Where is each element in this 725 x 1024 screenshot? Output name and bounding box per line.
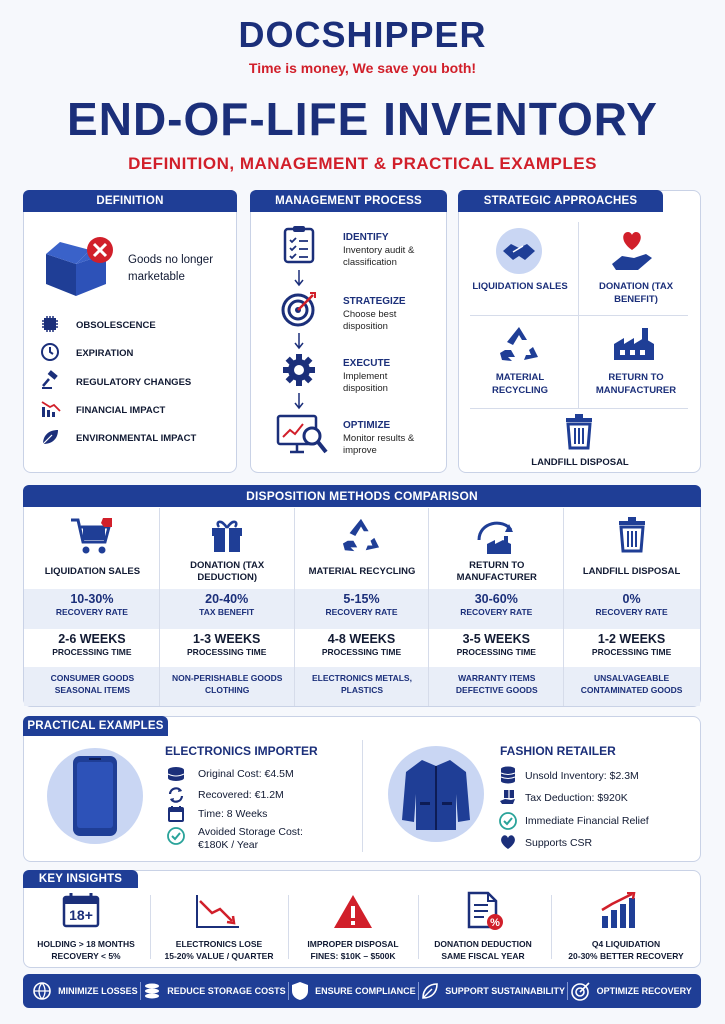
- footer-label: SUPPORT SUSTAINABILITY: [445, 986, 566, 996]
- insight-line1: DONATION DEDUCTION: [434, 939, 532, 949]
- refresh-icon: [167, 786, 185, 804]
- processing-time: [25, 632, 159, 657]
- recovery-rate: [429, 592, 563, 617]
- box-icon: [38, 234, 116, 298]
- footer-item-support-sustainability: [421, 982, 565, 1000]
- trash-icon: [564, 516, 699, 554]
- definition-item: ENVIRONMENTAL IMPACT: [76, 433, 197, 444]
- method-name: RETURN TO MANUFACTURER: [456, 560, 537, 583]
- footer-item-reduce-storage-costs: [143, 982, 285, 1000]
- insight-line1: Q4 LIQUIDATION: [591, 939, 661, 949]
- declining-graph-icon: [194, 893, 242, 931]
- insight-line2: 15-20% VALUE / QUARTER: [164, 951, 274, 961]
- declining-chart-icon: [40, 399, 62, 419]
- clock-icon: [40, 342, 60, 362]
- example-title: ELECTRONICS IMPORTER: [165, 744, 318, 758]
- process-step-title: OPTIMIZE: [343, 420, 391, 431]
- time-value: 1-3 WEEKS: [193, 632, 261, 646]
- time-label: PROCESSING TIME: [52, 647, 132, 657]
- process-step-title: STRATEGIZE: [343, 296, 406, 307]
- footer-item-ensure-compliance: [291, 981, 416, 1001]
- definition-header: DEFINITION: [23, 190, 237, 212]
- divider: [288, 895, 289, 959]
- gift-hand-icon: [499, 788, 517, 806]
- footer-separator: [418, 982, 419, 1000]
- insight-line2: RECOVERY < 5%: [51, 951, 121, 961]
- cart-icon: [25, 516, 159, 556]
- target-icon: [571, 981, 591, 1001]
- process-step-title: EXECUTE: [343, 358, 391, 369]
- footer-label: OPTIMIZE RECOVERY: [596, 986, 692, 996]
- comparison-column: [160, 508, 295, 706]
- recovery-label: TAX BENEFIT: [199, 607, 255, 617]
- process-step-desc: Inventory audit & classification: [343, 245, 415, 268]
- definition-item: EXPIRATION: [76, 348, 134, 359]
- gavel-icon: [40, 370, 60, 390]
- example-item: Time: 8 Weeks: [198, 808, 268, 820]
- footer-item-optimize-recovery: [571, 981, 692, 1001]
- method-name: MATERIAL RECYCLING: [308, 566, 416, 577]
- shield-icon: [291, 981, 309, 1001]
- example-item: Recovered: €1.2M: [198, 789, 284, 801]
- time-value: 3-5 WEEKS: [462, 632, 530, 646]
- globe-icon: [32, 981, 52, 1001]
- divider: [470, 315, 688, 316]
- page-title: END-OF-LIFE INVENTORY: [67, 93, 658, 145]
- footer-bar: [23, 974, 701, 1008]
- typical-goods: NON-PERISHABLE GOODS CLOTHING: [171, 673, 283, 695]
- footer-separator: [140, 982, 141, 1000]
- arrow-down-icon: [294, 270, 304, 288]
- divider: [551, 895, 552, 959]
- time-value: 2-6 WEEKS: [58, 632, 126, 646]
- process-header: MANAGEMENT PROCESS: [250, 190, 447, 212]
- gear-icon: [281, 352, 317, 388]
- footer-item-minimize-losses: [32, 981, 138, 1001]
- brand-logo: [0, 14, 725, 56]
- comparison-column: [295, 508, 430, 706]
- recovery-value: 30-60%: [474, 592, 518, 606]
- leaf-icon: [421, 982, 439, 1000]
- monitor-magnifier-icon: [276, 412, 330, 458]
- example-item: Tax Deduction: $920K: [525, 792, 628, 804]
- footer-separator: [567, 982, 568, 1000]
- chip-icon: [40, 314, 60, 334]
- gift-icon: [160, 516, 294, 554]
- calendar-badge: 18+: [69, 907, 93, 923]
- footer-label: REDUCE STORAGE COSTS: [167, 986, 286, 996]
- definition-item: OBSOLESCENCE: [76, 320, 156, 331]
- arrow-down-icon: [294, 393, 304, 411]
- definition-main-label: Goods no longer marketable: [128, 254, 214, 283]
- coins-icon: [167, 766, 185, 782]
- method-name: LANDFILL DISPOSAL: [582, 566, 681, 577]
- recovery-label: RECOVERY RATE: [595, 607, 668, 617]
- return-factory-icon: [429, 516, 563, 556]
- recovery-rate: [564, 592, 699, 617]
- recovery-rate: [160, 592, 294, 617]
- process-step-desc: Monitor results & improve: [343, 433, 415, 456]
- insight-line1: HOLDING > 18 MONTHS: [37, 939, 135, 949]
- coins-icon: [500, 766, 516, 784]
- time-label: PROCESSING TIME: [321, 647, 402, 657]
- time-label: PROCESSING TIME: [591, 647, 672, 657]
- recovery-label: RECOVERY RATE: [325, 607, 398, 617]
- recovery-value: 5-15%: [343, 592, 380, 606]
- strategic-item-label: LANDFILL DISPOSAL: [531, 457, 629, 468]
- processing-time: [160, 632, 294, 657]
- tagline: Time is money, We save you both!: [248, 60, 477, 76]
- recovery-value: 10-30%: [70, 592, 114, 606]
- process-step-title: IDENTIFY: [343, 232, 389, 243]
- logo-text: DOCSHIPPER: [238, 14, 487, 55]
- process-step-desc: Implement disposition: [343, 371, 388, 394]
- recycle-icon: [295, 516, 429, 554]
- footer-separator: [288, 982, 289, 1000]
- jacket-icon: [386, 744, 486, 844]
- handshake-icon: [494, 226, 544, 276]
- footer-label: ENSURE COMPLIANCE: [315, 986, 416, 996]
- recovery-value: 0%: [622, 592, 641, 606]
- calendar-icon: [167, 805, 185, 823]
- example-item: Unsold Inventory: $2.3M: [525, 770, 639, 782]
- heart-hand-icon: [608, 228, 656, 274]
- document-percent-icon: [466, 891, 504, 931]
- recycle-icon: [498, 324, 540, 364]
- insight-line1: ELECTRONICS LOSE: [175, 939, 263, 949]
- rising-chart-icon: [598, 892, 638, 930]
- divider: [150, 895, 151, 959]
- strategic-item-label: DONATION (TAX BENEFIT): [598, 281, 674, 305]
- strategic-item-label: MATERIAL RECYCLING: [492, 372, 548, 396]
- typical-goods: WARRANTY ITEMS DEFECTIVE GOODS: [455, 673, 538, 695]
- insight-line1: IMPROPER DISPOSAL: [307, 939, 399, 949]
- definition-item: REGULATORY CHANGES: [76, 377, 192, 388]
- arrow-down-icon: [294, 333, 304, 351]
- comparison-column: [429, 508, 564, 706]
- example-title: FASHION RETAILER: [500, 744, 616, 758]
- insight-line2: SAME FISCAL YEAR: [441, 951, 525, 961]
- recovery-label: RECOVERY RATE: [460, 607, 533, 617]
- factory-icon: [612, 326, 656, 362]
- example-item: Avoided Storage Cost: €180K / Year: [198, 826, 303, 851]
- processing-time: [564, 632, 699, 657]
- divider: [470, 408, 688, 409]
- strategic-item-label: RETURN TO MANUFACTURER: [595, 372, 677, 396]
- example-item: Supports CSR: [525, 837, 593, 849]
- comparison-column: [564, 508, 699, 706]
- recovery-rate: [295, 592, 429, 617]
- examples-header: PRACTICAL EXAMPLES: [23, 716, 168, 736]
- warning-icon: [332, 893, 374, 931]
- time-label: PROCESSING TIME: [187, 647, 267, 657]
- coins-icon: [143, 982, 161, 1000]
- strategic-header: STRATEGIC APPROACHES: [458, 190, 663, 212]
- leaf-icon: [40, 427, 60, 447]
- method-name: LIQUIDATION SALES: [44, 566, 141, 577]
- insights-header: KEY INSIGHTS: [23, 870, 138, 888]
- processing-time: [295, 632, 429, 657]
- comparison-column: [25, 508, 160, 706]
- method-name: DONATION (TAX DEDUCTION): [190, 560, 265, 583]
- typical-goods: UNSALVAGEABLE CONTAMINATED GOODS: [580, 673, 683, 695]
- example-item: Immediate Financial Relief: [525, 815, 649, 827]
- definition-item: FINANCIAL IMPACT: [76, 405, 166, 416]
- typical-goods: CONSUMER GOODS SEASONAL ITEMS: [50, 673, 135, 695]
- processing-time: [429, 632, 563, 657]
- time-label: PROCESSING TIME: [456, 647, 536, 657]
- example-item: Original Cost: €4.5M: [198, 768, 294, 780]
- check-circle-icon: [499, 812, 517, 830]
- trash-icon: [563, 414, 595, 450]
- process-step-desc: Choose best disposition: [343, 309, 397, 332]
- recovery-value: 20-40%: [205, 592, 249, 606]
- divider: [362, 740, 363, 852]
- footer-label: MINIMIZE LOSSES: [58, 986, 138, 996]
- heart-icon: [499, 834, 517, 850]
- recovery-label: RECOVERY RATE: [55, 607, 128, 617]
- clipboard-icon: [282, 224, 316, 264]
- strategic-item-label: LIQUIDATION SALES: [472, 281, 568, 292]
- smartphone-icon: [45, 746, 145, 846]
- check-circle-icon: [167, 827, 185, 845]
- time-value: 4-8 WEEKS: [327, 632, 396, 646]
- svg-text:%: %: [490, 917, 500, 929]
- target-icon: [280, 290, 318, 328]
- time-value: 1-2 WEEKS: [597, 632, 666, 646]
- insight-line2: FINES: $10K – $500K: [310, 951, 396, 961]
- page-subtitle: DEFINITION, MANAGEMENT & PRACTICAL EXAMPLES: [128, 154, 597, 173]
- recovery-rate: [25, 592, 159, 617]
- insight-line2: 20-30% BETTER RECOVERY: [568, 951, 684, 961]
- typical-goods: ELECTRONICS METALS, PLASTICS: [312, 673, 412, 695]
- comparison-header: DISPOSITION METHODS COMPARISON: [23, 485, 701, 507]
